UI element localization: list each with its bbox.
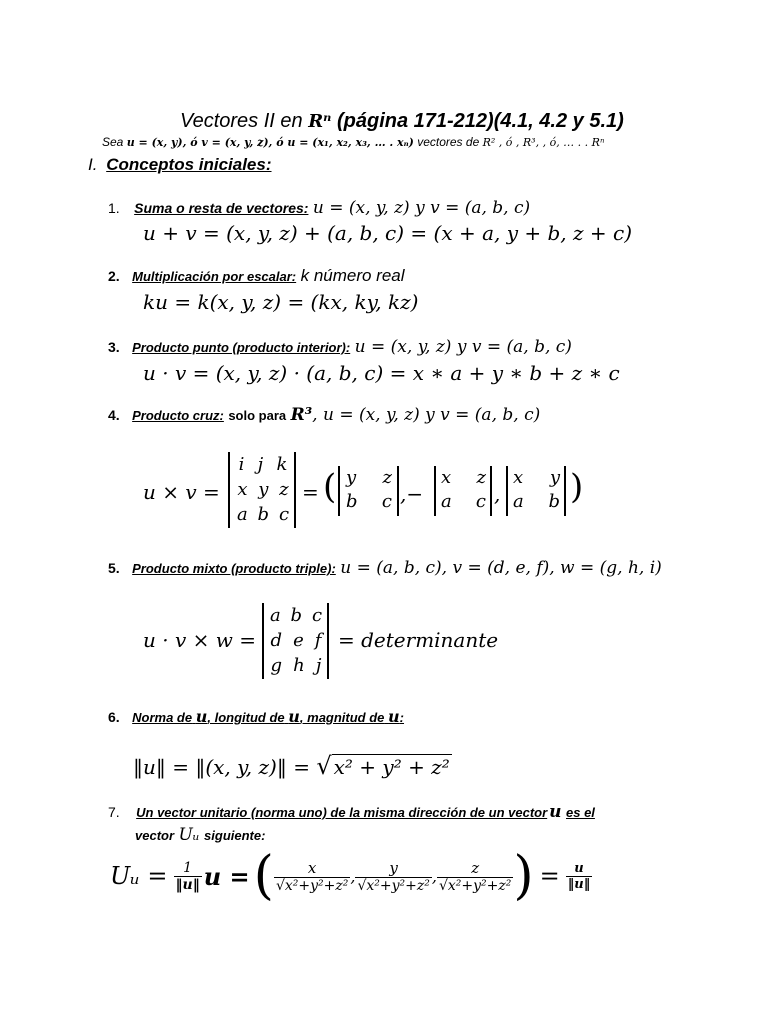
label-u: u [195, 707, 208, 726]
page-title [180, 110, 624, 133]
item-1-number: 1. [108, 200, 120, 216]
one-over-norm [174, 860, 202, 893]
minor-2 [438, 466, 489, 514]
matrix-cell: d [270, 630, 283, 651]
matrix-cell: b [290, 605, 303, 626]
minor-cell: a [513, 491, 524, 512]
item-2-label: Multiplicación por escalar: [132, 269, 297, 284]
comp-x [274, 859, 350, 894]
triple-matrix-row [265, 628, 327, 653]
open-paren: ( [323, 467, 337, 507]
item-2-inline: k número real [300, 266, 405, 285]
sqrt-symbol: √ [316, 752, 332, 780]
matrix-cell: z [279, 479, 289, 500]
matrix-cell: b [257, 504, 270, 525]
minor-comma: , [494, 482, 501, 506]
comp-z [437, 859, 513, 894]
big-open-paren: ( [253, 846, 274, 906]
frac-den: √x²+y²+z² [438, 877, 512, 894]
frac-num: 1 [174, 860, 202, 877]
minor-cell: z [382, 467, 392, 488]
title-pages: (página 171-212)(4.1, 4.2 y 5.1) [336, 110, 624, 132]
item-4-lhs: u × v = [143, 480, 220, 504]
matrix-cell: h [293, 655, 305, 676]
minor-cell: x [513, 467, 524, 488]
item-2-header [108, 266, 405, 286]
minor-1 [342, 466, 396, 514]
item-4-header [108, 405, 540, 425]
minor-cell: c [475, 491, 486, 512]
triple-matrix-row [265, 653, 327, 678]
minor-1-left-bar [338, 466, 340, 516]
section-numeral: I. [88, 155, 98, 174]
matrix-cell: g [270, 655, 283, 676]
item-6-label [132, 707, 405, 726]
frac-den: ‖u‖ [567, 876, 591, 892]
norm-lhs: ‖u‖ = ‖(x, y, z)‖ = [133, 755, 310, 779]
title-main: Vectores II en [180, 110, 303, 132]
minor-row [510, 490, 563, 514]
radicand: x²+y²+z² [366, 877, 430, 894]
item-4-inline: , u = (x, y, z) y v = (a, b, c) [312, 405, 541, 425]
label-text: , magnitud de [299, 710, 385, 725]
matrix-cell: c [278, 504, 290, 525]
item-4-label: Producto cruz: [132, 408, 224, 423]
item-5-header [108, 558, 662, 578]
triple-left-bar [262, 603, 264, 679]
title-rn: Rⁿ [308, 111, 332, 132]
matrix-cell: y [258, 479, 269, 500]
intro-line [102, 135, 604, 149]
item-7-vector-word: vector [135, 828, 175, 843]
minor-2-right-bar [490, 466, 492, 516]
item-3-formula: u · v = (x, y, z) · (a, b, c) = x ∗ a + y ∗ b + z ∗ c [143, 361, 620, 385]
item-5-number: 5. [108, 560, 120, 576]
item-7-u: u [549, 802, 562, 822]
comma: , [431, 866, 437, 886]
label-text: , longitud de [207, 710, 285, 725]
minor-3-left-bar [506, 466, 508, 516]
cross-matrix-row [232, 477, 294, 502]
close-paren: ) [570, 467, 584, 507]
matrix-cell: f [314, 630, 322, 651]
item-7-line-1 [108, 802, 595, 822]
item-1-formula: u + v = (x, y, z) + (a, b, c) = (x + a, y + b, z + c) [143, 221, 633, 245]
matrix-cell: e [293, 630, 304, 651]
minor-row [342, 466, 396, 490]
label-u: u [388, 707, 400, 726]
minor-3-right-bar [564, 466, 566, 516]
minor-cell: b [346, 491, 358, 512]
item-3-header [108, 337, 572, 357]
item-3-number: 3. [108, 339, 120, 355]
item-7-Uu: Uᵤ [178, 825, 200, 845]
label-text: : [399, 710, 405, 725]
minor-row [438, 490, 489, 514]
cross-matrix-row [232, 452, 294, 477]
minor-row [510, 466, 563, 490]
section-heading [88, 155, 272, 175]
minor-row [438, 466, 489, 490]
item-4-extra: solo para [228, 408, 287, 423]
minor-cell: z [476, 467, 486, 488]
comma: , [400, 482, 407, 506]
minor-3 [510, 466, 563, 514]
matrix-cell: j [315, 655, 322, 676]
matrix-cell: k [276, 454, 288, 475]
uu-lhs: Uᵤ = [110, 862, 168, 890]
matrix-left-bar [228, 452, 230, 528]
frac-num: z [437, 859, 513, 878]
section-title: Conceptos iniciales: [106, 155, 272, 174]
item-4-number: 4. [108, 407, 120, 423]
item-2-number: 2. [108, 268, 120, 284]
item-1-inline: u = (x, y, z) y v = (a, b, c) [312, 198, 531, 218]
frac-den: √x²+y²+z² [357, 877, 430, 894]
matrix-cell: j [257, 454, 264, 475]
minor-cell: x [441, 467, 452, 488]
matrix-cell: i [238, 454, 245, 475]
frac-num: y [355, 859, 431, 878]
item-7-number: 7. [108, 804, 120, 820]
item-6-header [108, 707, 404, 727]
triple-matrix [265, 603, 327, 678]
triple-matrix-row [265, 603, 327, 628]
matrix-cell: a [269, 605, 281, 626]
radicand: x²+y²+z² [284, 877, 349, 894]
unit-vector-formula [110, 848, 592, 904]
item-7-tail-2: siguiente: [204, 828, 266, 843]
comp-y [355, 859, 431, 894]
minor-2-left-bar [434, 466, 436, 516]
item-1-label: Suma o resta de vectores: [134, 200, 309, 216]
item-6-formula [133, 752, 452, 780]
item-7-tail: es el [566, 805, 595, 820]
item-3-inline: u = (x, y, z) y v = (a, b, c) [354, 337, 572, 357]
cross-matrix [232, 452, 294, 527]
intro-sea: Sea [102, 135, 124, 149]
frac-den: √x²+y²+z² [275, 877, 349, 894]
intro-tail: vectores de [417, 135, 480, 149]
final-eq: = [539, 862, 560, 890]
frac-num: u [566, 861, 592, 877]
item-3-label: Producto punto (producto interior): [132, 340, 351, 355]
minus-sign: − [406, 482, 424, 506]
matrix-right-bar [294, 452, 296, 528]
item-5-rhs: = determinante [338, 628, 499, 652]
item-6-number: 6. [108, 709, 120, 725]
item-5-inline: u = (a, b, c), v = (d, e, f), w = (g, h, i) [340, 558, 662, 578]
item-7-text: Un vector unitario (norma uno) de la misma dirección de un vector [136, 805, 548, 820]
frac-den: ‖u‖ [175, 876, 200, 893]
minor-1-right-bar [397, 466, 399, 516]
big-close-paren: ) [513, 846, 534, 906]
label-text: Norma de [132, 710, 193, 725]
label-u: u [288, 707, 300, 726]
item-5-label: Producto mixto (producto triple): [132, 561, 336, 576]
minor-cell: c [381, 491, 392, 512]
radicand: x² + y² + z² [333, 755, 450, 779]
matrix-cell: x [237, 479, 248, 500]
frac-num: x [274, 859, 350, 878]
radicand: x²+y²+z² [447, 877, 512, 894]
minor-row [342, 490, 396, 514]
cross-matrix-row [232, 502, 294, 527]
intro-spaces: R² , ó , R³, , ó, … . . Rⁿ [482, 136, 605, 149]
item-2-formula: ku = k(x, y, z) = (kx, ky, kz) [143, 290, 419, 314]
item-7-line-2 [135, 825, 265, 845]
minor-cell: y [346, 467, 357, 488]
minor-cell: y [549, 467, 560, 488]
minor-cell: a [441, 491, 452, 512]
item-4-r3: R³ [290, 405, 313, 425]
matrix-cell: a [236, 504, 248, 525]
minor-cell: b [548, 491, 560, 512]
u-after: u = [203, 861, 250, 891]
minor-separator [400, 482, 423, 506]
triple-right-bar [327, 603, 329, 679]
intro-vectors: u = (x, y), ó v = (x, y, z), ó u = (x₁, x₂, x₃, … . xₙ) [126, 136, 414, 149]
matrix-cell: c [311, 605, 323, 626]
comma: , [350, 866, 356, 886]
cross-eq: = [302, 480, 319, 504]
u-over-norm [566, 861, 592, 892]
item-1-header [108, 198, 530, 218]
item-5-lhs: u · v × w = [143, 628, 256, 652]
